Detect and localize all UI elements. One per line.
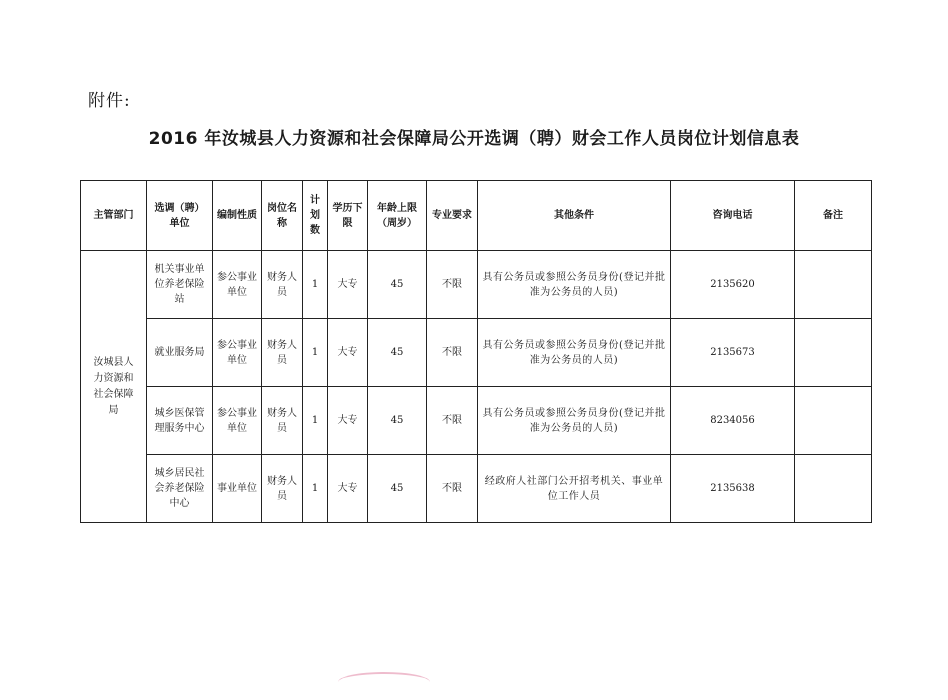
plan-cell: 1	[303, 455, 328, 523]
age-cell: 45	[368, 319, 427, 387]
age-cell: 45	[368, 455, 427, 523]
unit-cell: 城乡居民社会养老保险中心	[147, 455, 213, 523]
header-nature: 编制性质	[213, 181, 262, 251]
major-cell: 不限	[427, 387, 478, 455]
other-cell: 具有公务员或参照公务员身份(登记并批准为公务员的人员)	[478, 387, 671, 455]
unit-cell: 城乡医保管理服务中心	[147, 387, 213, 455]
unit-cell: 就业服务局	[147, 319, 213, 387]
header-age: 年龄上限（周岁）	[368, 181, 427, 251]
other-cell: 经政府人社部门公开招考机关、事业单位工作人员	[478, 455, 671, 523]
header-edu: 学历下限	[328, 181, 368, 251]
table-row	[81, 387, 872, 455]
other-cell: 具有公务员或参照公务员身份(登记并批准为公务员的人员)	[478, 251, 671, 319]
post-cell: 财务人员	[262, 251, 303, 319]
post-cell: 财务人员	[262, 455, 303, 523]
nature-cell: 参公事业单位	[213, 387, 262, 455]
major-cell: 不限	[427, 251, 478, 319]
seal-stamp-fragment	[338, 672, 430, 692]
other-cell: 具有公务员或参照公务员身份(登记并批准为公务员的人员)	[478, 319, 671, 387]
unit-cell: 机关事业单位养老保险站	[147, 251, 213, 319]
document-title: 2016 年汝城县人力资源和社会保障局公开选调（聘）财会工作人员岗位计划信息表	[148, 129, 800, 149]
edu-cell: 大专	[328, 455, 368, 523]
header-post: 岗位名称	[262, 181, 303, 251]
edu-cell: 大专	[328, 387, 368, 455]
phone-cell: 2135638	[671, 455, 795, 523]
major-cell: 不限	[427, 319, 478, 387]
note-cell	[795, 455, 872, 523]
table-header-row	[81, 181, 872, 251]
post-cell: 财务人员	[262, 319, 303, 387]
age-cell: 45	[368, 387, 427, 455]
header-phone: 咨询电话	[671, 181, 795, 251]
header-other: 其他条件	[478, 181, 671, 251]
plan-cell: 1	[303, 251, 328, 319]
phone-cell: 8234056	[671, 387, 795, 455]
age-cell: 45	[368, 251, 427, 319]
nature-cell: 事业单位	[213, 455, 262, 523]
phone-cell: 2135673	[671, 319, 795, 387]
table-row	[81, 319, 872, 387]
header-note: 备注	[795, 181, 872, 251]
header-plan: 计划数	[303, 181, 328, 251]
table-row	[81, 251, 872, 319]
header-unit: 选调（聘）单位	[147, 181, 213, 251]
phone-cell: 2135620	[671, 251, 795, 319]
edu-cell: 大专	[328, 319, 368, 387]
plan-cell: 1	[303, 387, 328, 455]
attachment-label: 附件:	[88, 91, 131, 111]
note-cell	[795, 319, 872, 387]
position-plan-table	[80, 180, 872, 523]
header-major: 专业要求	[427, 181, 478, 251]
edu-cell: 大专	[328, 251, 368, 319]
nature-cell: 参公事业单位	[213, 251, 262, 319]
table-row	[81, 455, 872, 523]
header-dept: 主管部门	[81, 181, 147, 251]
nature-cell: 参公事业单位	[213, 319, 262, 387]
note-cell	[795, 251, 872, 319]
dept-cell: 汝城县人力资源和社会保障局	[81, 251, 147, 523]
plan-cell: 1	[303, 319, 328, 387]
major-cell: 不限	[427, 455, 478, 523]
post-cell: 财务人员	[262, 387, 303, 455]
note-cell	[795, 387, 872, 455]
